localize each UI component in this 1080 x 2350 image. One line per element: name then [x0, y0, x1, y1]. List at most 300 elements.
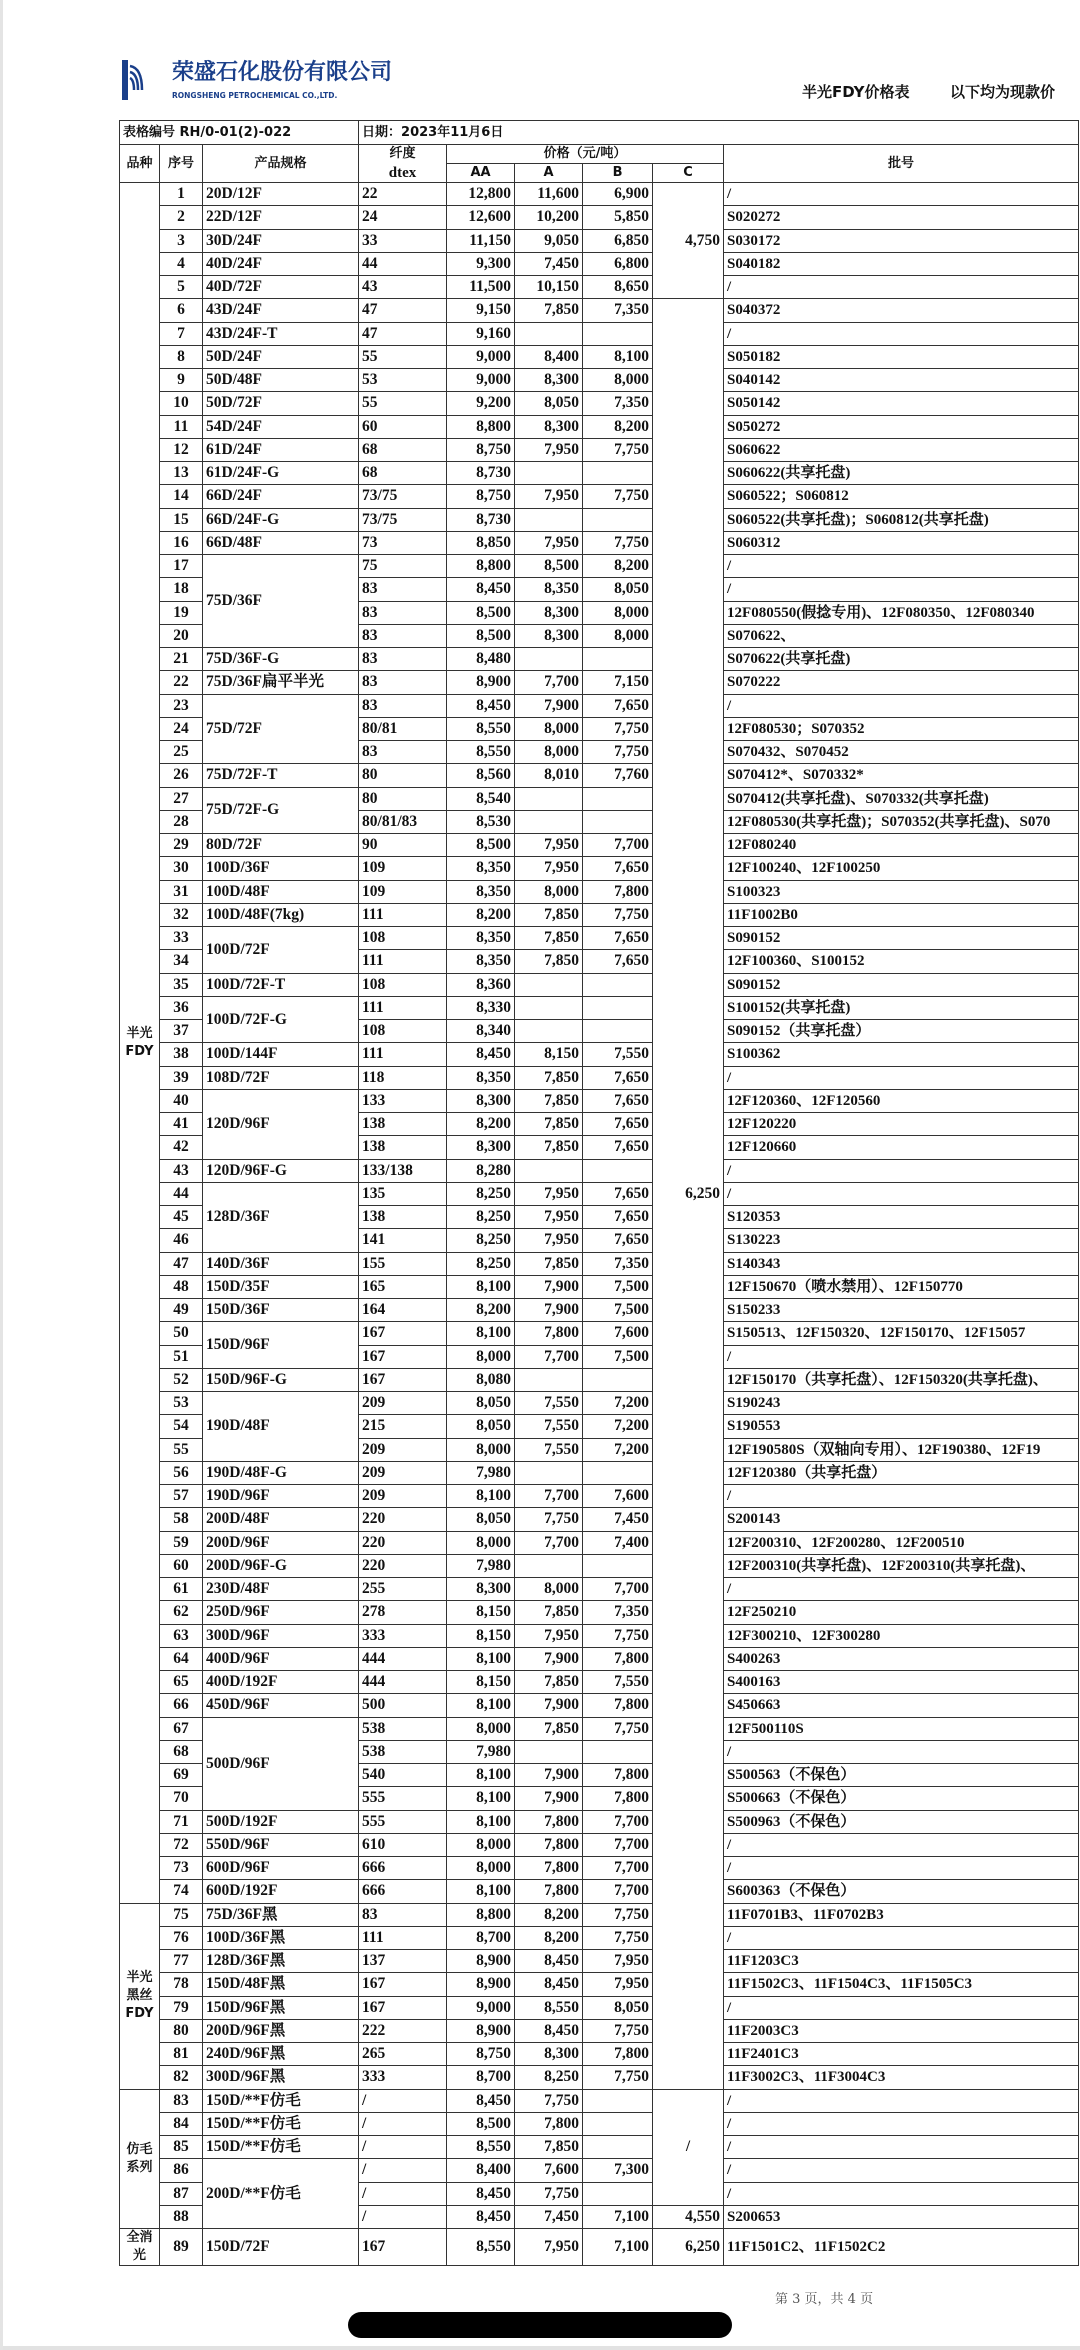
price-aa-cell: 8,250	[447, 1229, 515, 1252]
spec-cell: 75D/36F	[203, 555, 359, 648]
price-b-cell	[583, 1740, 653, 1763]
batch-cell: S070432、S070452	[724, 741, 1079, 764]
price-b-cell: 7,650	[583, 1113, 653, 1136]
batch-cell: S040142	[724, 369, 1079, 392]
seq-cell: 80	[160, 2019, 203, 2042]
dtex-cell: 265	[359, 2043, 447, 2066]
seq-cell: 10	[160, 392, 203, 415]
price-b-cell: 7,800	[583, 1694, 653, 1717]
price-aa-cell: 8,000	[447, 1857, 515, 1880]
batch-cell: 12F150170（共享托盘）、12F150320(共享托盘)、	[724, 1368, 1079, 1391]
table-row	[120, 183, 1079, 206]
spec-cell: 50D/48F	[203, 369, 359, 392]
batch-cell: S050272	[724, 415, 1079, 438]
seq-cell: 29	[160, 834, 203, 857]
batch-cell: S050142	[724, 392, 1079, 415]
price-b-cell	[583, 322, 653, 345]
price-a-cell: 7,950	[515, 438, 583, 461]
price-b-cell	[583, 508, 653, 531]
batch-cell: 12F120380（共享托盘）	[724, 1461, 1079, 1484]
table-row	[120, 787, 1079, 810]
dtex-cell: 666	[359, 1857, 447, 1880]
dtex-cell: 111	[359, 1043, 447, 1066]
seq-cell: 15	[160, 508, 203, 531]
price-aa-cell: 8,100	[447, 1647, 515, 1670]
price-aa-cell: 8,250	[447, 1206, 515, 1229]
dtex-cell: 167	[359, 1368, 447, 1391]
price-a-cell: 11,600	[515, 183, 583, 206]
batch-cell: /	[724, 694, 1079, 717]
dtex-cell: 108	[359, 973, 447, 996]
spec-cell: 150D/36F	[203, 1299, 359, 1322]
price-aa-cell: 8,050	[447, 1392, 515, 1415]
spec-cell: 108D/72F	[203, 1066, 359, 1089]
table-row	[120, 1857, 1079, 1880]
price-b-cell: 7,650	[583, 927, 653, 950]
price-a-cell: 7,950	[515, 834, 583, 857]
table-row	[120, 206, 1079, 229]
batch-cell: S090152（共享托盘）	[724, 1020, 1079, 1043]
table-row	[120, 229, 1079, 252]
spec-cell: 190D/48F-G	[203, 1461, 359, 1484]
batch-cell: S150513、12F150320、12F150170、12F15057	[724, 1322, 1079, 1345]
price-b-cell: 7,800	[583, 880, 653, 903]
dtex-cell: 90	[359, 834, 447, 857]
dtex-cell: 165	[359, 1275, 447, 1298]
batch-cell: S070412(共享托盘)、S070332(共享托盘)	[724, 787, 1079, 810]
table-row	[120, 2019, 1079, 2042]
seq-cell: 14	[160, 485, 203, 508]
batch-cell: S600363（不保色）	[724, 1880, 1079, 1903]
spec-cell: 190D/96F	[203, 1485, 359, 1508]
table-row	[120, 1322, 1079, 1345]
dtex-cell: 83	[359, 1903, 447, 1926]
price-b-cell: 7,650	[583, 1136, 653, 1159]
price-a-cell: 7,950	[515, 2229, 583, 2266]
price-b-cell: 7,500	[583, 1345, 653, 1368]
spec-cell: 140D/36F	[203, 1252, 359, 1275]
dtex-cell: /	[359, 2089, 447, 2112]
price-aa-cell: 11,500	[447, 276, 515, 299]
price-b-cell: 7,650	[583, 857, 653, 880]
spec-cell: 200D/96F-G	[203, 1554, 359, 1577]
price-aa-cell: 8,730	[447, 508, 515, 531]
seq-cell: 69	[160, 1764, 203, 1787]
dtex-cell: 444	[359, 1647, 447, 1670]
price-b-cell	[583, 996, 653, 1019]
spec-cell: 128D/36F黑	[203, 1950, 359, 1973]
batch-cell: 12F300210、12F300280	[724, 1624, 1079, 1647]
batch-cell: /	[724, 2112, 1079, 2135]
dtex-cell: 83	[359, 741, 447, 764]
price-b-cell: 7,300	[583, 2159, 653, 2182]
dtex-cell: 333	[359, 1624, 447, 1647]
batch-cell: S150233	[724, 1299, 1079, 1322]
price-a-cell: 7,900	[515, 694, 583, 717]
price-a-cell	[515, 1020, 583, 1043]
seq-cell: 61	[160, 1578, 203, 1601]
company-name-en: RONGSHENG PETROCHEMICAL CO.,LTD.	[172, 91, 338, 100]
price-aa-cell: 8,750	[447, 2043, 515, 2066]
batch-cell: S400163	[724, 1671, 1079, 1694]
price-a-cell: 7,850	[515, 1113, 583, 1136]
price-a-cell: 7,800	[515, 1880, 583, 1903]
dtex-cell: /	[359, 2136, 447, 2159]
price-b-cell: 6,800	[583, 252, 653, 275]
header-b: B	[583, 164, 653, 183]
seq-cell: 70	[160, 1787, 203, 1810]
spec-cell: 230D/48F	[203, 1578, 359, 1601]
spec-cell: 450D/96F	[203, 1694, 359, 1717]
price-a-cell: 7,550	[515, 1392, 583, 1415]
price-a-cell: 8,400	[515, 345, 583, 368]
seq-cell: 31	[160, 880, 203, 903]
price-b-cell: 7,450	[583, 1508, 653, 1531]
price-a-cell	[515, 787, 583, 810]
price-a-cell: 7,850	[515, 927, 583, 950]
table-row	[120, 1392, 1079, 1415]
price-a-cell: 9,050	[515, 229, 583, 252]
header-seq: 序号	[160, 145, 203, 183]
price-a-cell: 7,700	[515, 671, 583, 694]
spec-cell: 550D/96F	[203, 1833, 359, 1856]
dtex-cell: 44	[359, 252, 447, 275]
dtex-cell: 83	[359, 578, 447, 601]
spec-cell: 100D/72F-T	[203, 973, 359, 996]
batch-cell: 12F190580S（双轴向专用）、12F190380、12F19	[724, 1438, 1079, 1461]
batch-cell: 12F120360、12F120560	[724, 1089, 1079, 1112]
price-aa-cell: 8,250	[447, 1182, 515, 1205]
price-aa-cell: 8,900	[447, 671, 515, 694]
spec-cell: 50D/24F	[203, 345, 359, 368]
price-note: 以下均为现款价	[950, 83, 1056, 101]
batch-cell: 11F0701B3、11F0702B3	[724, 1903, 1079, 1926]
price-a-cell: 7,700	[515, 1485, 583, 1508]
seq-cell: 3	[160, 229, 203, 252]
price-aa-cell: 8,550	[447, 741, 515, 764]
price-aa-cell: 8,900	[447, 1973, 515, 1996]
batch-cell: 11F1203C3	[724, 1950, 1079, 1973]
price-b-cell: 8,650	[583, 276, 653, 299]
dtex-cell: 137	[359, 1950, 447, 1973]
spec-cell: 200D/96F	[203, 1531, 359, 1554]
price-aa-cell: 8,500	[447, 2112, 515, 2135]
price-b-cell: 6,900	[583, 183, 653, 206]
table-row	[120, 2112, 1079, 2135]
company-logo	[122, 60, 393, 106]
price-b-cell	[583, 973, 653, 996]
price-aa-cell: 9,000	[447, 345, 515, 368]
spec-cell: 500D/192F	[203, 1810, 359, 1833]
dtex-cell: 138	[359, 1113, 447, 1136]
price-a-cell: 7,850	[515, 1066, 583, 1089]
batch-cell: S070622(共享托盘)	[724, 648, 1079, 671]
batch-cell: 12F250210	[724, 1601, 1079, 1624]
price-c-cell: 6,250	[653, 2229, 724, 2266]
spec-cell: 40D/24F	[203, 252, 359, 275]
price-b-cell: 7,200	[583, 1438, 653, 1461]
dtex-cell: 333	[359, 2066, 447, 2089]
price-a-cell: 7,750	[515, 2089, 583, 2112]
batch-cell: /	[724, 1833, 1079, 1856]
price-aa-cell: 8,250	[447, 1252, 515, 1275]
price-aa-cell: 8,500	[447, 624, 515, 647]
batch-cell: S500963（不保色）	[724, 1810, 1079, 1833]
batch-cell: /	[724, 322, 1079, 345]
seq-cell: 12	[160, 438, 203, 461]
price-a-cell: 7,750	[515, 1508, 583, 1531]
price-b-cell: 8,200	[583, 555, 653, 578]
price-b-cell: 7,750	[583, 717, 653, 740]
table-row	[120, 555, 1079, 578]
page-edge	[0, 0, 3, 2350]
seq-cell: 20	[160, 624, 203, 647]
price-a-cell: 7,950	[515, 1206, 583, 1229]
price-b-cell: 7,400	[583, 1531, 653, 1554]
seq-cell: 49	[160, 1299, 203, 1322]
price-a-cell: 8,450	[515, 1950, 583, 1973]
batch-cell: S060522(共享托盘)；S060812(共享托盘)	[724, 508, 1079, 531]
dtex-cell: 83	[359, 601, 447, 624]
dtex-cell: 80	[359, 764, 447, 787]
price-aa-cell: 8,530	[447, 810, 515, 833]
table-row	[120, 462, 1079, 485]
price-b-cell: 7,650	[583, 1206, 653, 1229]
category-cell: 全消 光	[120, 2229, 160, 2266]
price-a-cell: 8,450	[515, 2019, 583, 2042]
price-a-cell: 7,850	[515, 903, 583, 926]
price-b-cell: 7,650	[583, 1182, 653, 1205]
table-row	[120, 1159, 1079, 1182]
price-b-cell: 7,750	[583, 1624, 653, 1647]
seq-cell: 9	[160, 369, 203, 392]
price-b-cell: 7,750	[583, 741, 653, 764]
seq-cell: 48	[160, 1275, 203, 1298]
price-aa-cell: 8,850	[447, 531, 515, 554]
price-b-cell	[583, 2089, 653, 2112]
price-b-cell: 7,800	[583, 2043, 653, 2066]
batch-cell: /	[724, 1485, 1079, 1508]
seq-cell: 41	[160, 1113, 203, 1136]
spec-cell: 240D/96F黑	[203, 2043, 359, 2066]
price-b-cell: 7,350	[583, 299, 653, 322]
seq-cell: 35	[160, 973, 203, 996]
price-b-cell: 7,700	[583, 1857, 653, 1880]
dtex-cell: 610	[359, 1833, 447, 1856]
price-aa-cell: 8,350	[447, 927, 515, 950]
batch-cell: S100323	[724, 880, 1079, 903]
price-aa-cell: 8,450	[447, 1043, 515, 1066]
dtex-cell: 215	[359, 1415, 447, 1438]
spec-cell: 40D/72F	[203, 276, 359, 299]
table-row	[120, 438, 1079, 461]
table-row	[120, 299, 1079, 322]
dtex-cell: 111	[359, 950, 447, 973]
seq-cell: 60	[160, 1554, 203, 1577]
spec-cell: 300D/96F	[203, 1624, 359, 1647]
price-b-cell: 7,100	[583, 2229, 653, 2266]
seq-cell: 88	[160, 2205, 203, 2228]
price-b-cell: 7,650	[583, 1229, 653, 1252]
dtex-cell: 220	[359, 1508, 447, 1531]
table-row	[120, 1275, 1079, 1298]
price-a-cell: 7,450	[515, 2205, 583, 2228]
batch-cell: /	[724, 1857, 1079, 1880]
price-aa-cell: 8,450	[447, 2089, 515, 2112]
spec-cell: 150D/96F-G	[203, 1368, 359, 1391]
table-row	[120, 1066, 1079, 1089]
spec-cell: 600D/192F	[203, 1880, 359, 1903]
batch-cell: 12F200310(共享托盘)、12F200310(共享托盘)、	[724, 1554, 1079, 1577]
price-b-cell: 8,100	[583, 345, 653, 368]
dtex-cell: 209	[359, 1438, 447, 1461]
price-aa-cell: 11,150	[447, 229, 515, 252]
price-a-cell: 8,010	[515, 764, 583, 787]
price-a-cell: 7,800	[515, 1857, 583, 1880]
price-a-cell	[515, 810, 583, 833]
price-b-cell: 7,800	[583, 1764, 653, 1787]
table-row	[120, 1299, 1079, 1322]
price-aa-cell: 8,100	[447, 1694, 515, 1717]
seq-cell: 7	[160, 322, 203, 345]
batch-cell: /	[724, 1345, 1079, 1368]
dtex-cell: 167	[359, 1996, 447, 2019]
seq-cell: 11	[160, 415, 203, 438]
company-name-cn: 荣盛石化股份有限公司	[172, 60, 393, 85]
batch-cell: 12F200310、12F200280、12F200510	[724, 1531, 1079, 1554]
batch-cell: S060622(共享托盘)	[724, 462, 1079, 485]
dtex-cell: 43	[359, 276, 447, 299]
seq-cell: 52	[160, 1368, 203, 1391]
price-a-cell	[515, 322, 583, 345]
price-aa-cell: 8,100	[447, 1764, 515, 1787]
spec-cell: 54D/24F	[203, 415, 359, 438]
seq-cell: 17	[160, 555, 203, 578]
spec-cell: 150D/**F仿毛	[203, 2089, 359, 2112]
price-a-cell: 7,700	[515, 1531, 583, 1554]
price-a-cell: 7,950	[515, 531, 583, 554]
table-row	[120, 1508, 1079, 1531]
price-a-cell: 7,800	[515, 1833, 583, 1856]
spec-cell: 150D/48F黑	[203, 1973, 359, 1996]
home-indicator[interactable]	[348, 2312, 732, 2338]
price-aa-cell: 9,200	[447, 392, 515, 415]
seq-cell: 77	[160, 1950, 203, 1973]
batch-cell: /	[724, 578, 1079, 601]
price-c-cell: 6,250	[653, 299, 724, 2089]
dtex-cell: 164	[359, 1299, 447, 1322]
seq-cell: 89	[160, 2229, 203, 2266]
spec-cell: 100D/72F-G	[203, 996, 359, 1043]
price-b-cell: 7,550	[583, 1671, 653, 1694]
price-aa-cell: 8,080	[447, 1368, 515, 1391]
price-a-cell: 8,350	[515, 578, 583, 601]
price-aa-cell: 8,150	[447, 1601, 515, 1624]
batch-cell: 11F1002B0	[724, 903, 1079, 926]
spec-cell: 100D/36F黑	[203, 1926, 359, 1949]
header-a: A	[515, 164, 583, 183]
spec-cell: 200D/**F仿毛	[203, 2159, 359, 2229]
seq-cell: 37	[160, 1020, 203, 1043]
dtex-cell: 255	[359, 1578, 447, 1601]
seq-cell: 27	[160, 787, 203, 810]
price-aa-cell: 8,300	[447, 1578, 515, 1601]
price-c-cell: 4,550	[653, 2205, 724, 2228]
category-cell: 仿毛 系列	[120, 2089, 160, 2229]
table-row	[120, 1717, 1079, 1740]
category-cell: 半光 FDY	[120, 183, 160, 1904]
spec-cell: 75D/36F扁平半光	[203, 671, 359, 694]
price-aa-cell: 8,900	[447, 2019, 515, 2042]
price-a-cell: 7,850	[515, 1136, 583, 1159]
seq-cell: 53	[160, 1392, 203, 1415]
spec-cell: 250D/96F	[203, 1601, 359, 1624]
category-cell: 半光 黑丝 FDY	[120, 1903, 160, 2089]
dtex-cell: 138	[359, 1136, 447, 1159]
dtex-cell: 80/81	[359, 717, 447, 740]
dtex-cell: 60	[359, 415, 447, 438]
seq-cell: 74	[160, 1880, 203, 1903]
batch-cell: S030172	[724, 229, 1079, 252]
price-a-cell: 7,700	[515, 1345, 583, 1368]
batch-cell: 12F080530；S070352	[724, 717, 1079, 740]
spec-cell: 75D/72F-G	[203, 787, 359, 834]
seq-cell: 23	[160, 694, 203, 717]
table-row	[120, 345, 1079, 368]
price-a-cell: 7,950	[515, 1624, 583, 1647]
price-aa-cell: 8,100	[447, 1787, 515, 1810]
price-b-cell: 7,800	[583, 1787, 653, 1810]
seq-cell: 54	[160, 1415, 203, 1438]
price-table	[119, 120, 1079, 2266]
seq-cell: 32	[160, 903, 203, 926]
price-b-cell: 7,350	[583, 1601, 653, 1624]
price-a-cell: 7,900	[515, 1694, 583, 1717]
seq-cell: 65	[160, 1671, 203, 1694]
price-b-cell: 8,200	[583, 415, 653, 438]
price-aa-cell: 8,500	[447, 601, 515, 624]
price-b-cell	[583, 2136, 653, 2159]
dtex-cell: 555	[359, 1787, 447, 1810]
batch-cell: /	[724, 2182, 1079, 2205]
table-row	[120, 927, 1079, 950]
price-a-cell: 7,850	[515, 1601, 583, 1624]
spec-cell: 43D/24F-T	[203, 322, 359, 345]
batch-cell: S500663（不保色）	[724, 1787, 1079, 1810]
dtex-cell: 47	[359, 299, 447, 322]
dtex-cell: 83	[359, 694, 447, 717]
table-row	[120, 415, 1079, 438]
dtex-cell: 33	[359, 229, 447, 252]
price-b-cell: 7,350	[583, 1252, 653, 1275]
seq-cell: 59	[160, 1531, 203, 1554]
seq-cell: 78	[160, 1973, 203, 1996]
seq-cell: 50	[160, 1322, 203, 1345]
price-aa-cell: 9,300	[447, 252, 515, 275]
spec-cell: 400D/96F	[203, 1647, 359, 1670]
price-a-cell: 7,550	[515, 1415, 583, 1438]
price-a-cell: 8,000	[515, 717, 583, 740]
price-aa-cell: 7,980	[447, 1740, 515, 1763]
dtex-cell: /	[359, 2205, 447, 2228]
batch-cell: 12F100240、12F100250	[724, 857, 1079, 880]
bottom-edge	[0, 2346, 1080, 2350]
price-aa-cell: 8,450	[447, 2182, 515, 2205]
price-aa-cell: 8,730	[447, 462, 515, 485]
price-a-cell: 8,300	[515, 601, 583, 624]
seq-cell: 87	[160, 2182, 203, 2205]
price-b-cell: 7,700	[583, 1833, 653, 1856]
